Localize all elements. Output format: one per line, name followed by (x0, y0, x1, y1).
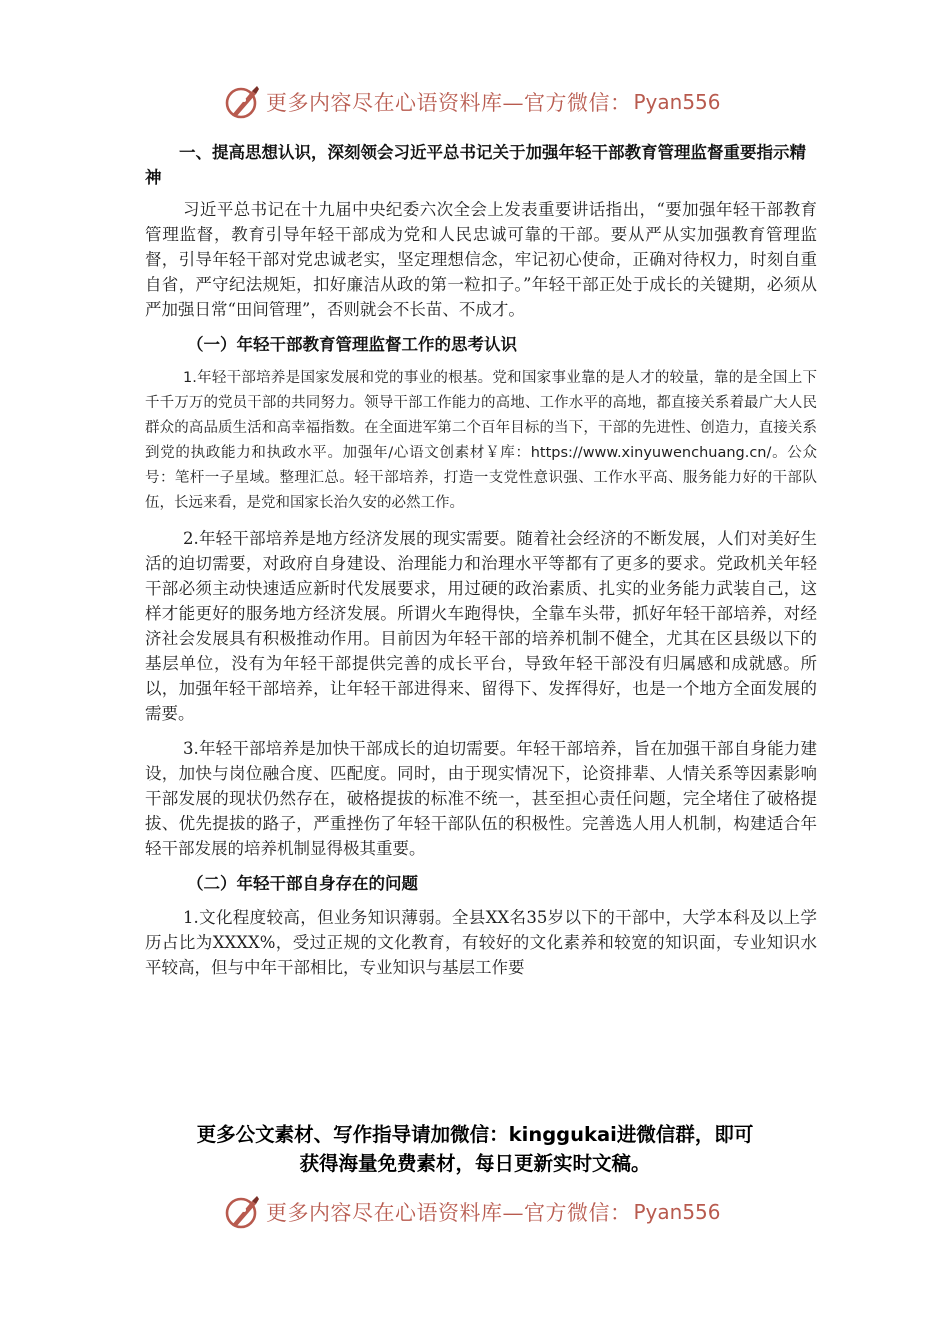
banner-text: 更多内容尽在心语资料库—官方微信： (266, 91, 632, 115)
subsection-heading-2: （二）年轻干部自身存在的问题 (187, 874, 418, 893)
paragraph-3: 3.年轻干部培养是加快干部成长的迫切需要。年轻干部培养，旨在加强干部自身能力建设，加快与岗位融合度、匹配度。同时，由于现实情况下，论资排辈、人情关系等因素影响干部发展的现状仍然存在，破格提拔的标准不统一，甚至担心责任问题，完全堵住了破格提拔、优先提拔的路子，严重挫伤了年轻干部队伍的积极性。完善选人用人机制，构建适合年轻干部发展的培养机制显得极其重要。 (145, 739, 817, 858)
banner-wechat-id: Pyan556 (633, 1200, 721, 1224)
banner-text: 更多内容尽在心语资料库—官方微信： (266, 1201, 632, 1225)
paragraph-1: 1.年轻干部培养是国家发展和党的事业的根基。党和国家事业靠的是人才的较量，靠的是全国上下千千万万的党员干部的共同努力。领导干部工作能力的高地、工作水平的高地，都直接关系着最广大人民群众的高品质生活和高幸福指数。在全面进军第二个百年目标的当下，干部的先进性、创造力，直接关系到党的执政能力和执政水平。加强年/心语文创素材￥库：https://www.xinyuwenchuang.cn/。公众号：笔杆一子星域。整理汇总。轻干部培养，打造一支党性意识强、工作水平高、服务能力好的干部队伍，长远来看，是党和国家长治久安的必然工作。 (145, 370, 817, 511)
document-body (145, 140, 817, 977)
section-heading: 一、提高思想认识，深刻领会习近平总书记关于加强年轻干部教育管理监督重要指示精神 (145, 143, 806, 187)
promo-line-1: 更多公文素材、写作指导请加微信：kinggukai进微信群，即可 (196, 1123, 754, 1146)
subsection-heading-1: （一）年轻干部教育管理监督工作的思考认识 (187, 335, 517, 354)
footer-banner (222, 1192, 742, 1232)
intro-paragraph: 习近平总书记在十九届中央纪委六次全会上发表重要讲话指出，“要加强年轻干部教育管理监督，教育引导年轻干部成为党和人民忠诚可靠的干部。要从严从实加强教育管理监督，引导年轻干部对党忠诚老实，坚定理想信念，牢记初心使命，正确对待权力，时刻自重自省，严守纪法规矩，扣好廉洁从政的第一粒扣子。”年轻干部正处于成长的关键期，必须从严加强日常“田间管理”，否则就会不长苗、不成才。 (145, 200, 817, 319)
banner-wechat-id: Pyan556 (633, 90, 721, 114)
promo-line-2: 获得海量免费素材，每日更新实时文稿。 (299, 1152, 651, 1175)
paragraph-2: 2.年轻干部培养是地方经济发展的现实需要。随着社会经济的不断发展，人们对美好生活的迫切需要，对政府自身建设、治理能力和治理水平等都有了更多的要求。党政机关年轻干部必须主动快速适应新时代发展要求，用过硬的政治素质、扎实的业务能力武装自己，这样才能更好的服务地方经济发展。所谓火车跑得快，全靠车头带，抓好年轻干部培养，对经济社会发展具有积极推动作用。目前因为年轻干部的培养机制不健全，尤其在区县级以下的基层单位，没有为年轻干部提供完善的成长平台，导致年轻干部没有归属感和成就感。所以，加强年轻干部培养，让年轻干部进得来、留得下、发挥得好，也是一个地方全面发展的需要。 (145, 529, 817, 723)
pen-nib-logo-icon (222, 82, 262, 122)
header-banner (222, 82, 742, 122)
paragraph-4: 1.文化程度较高，但业务知识薄弱。全县XX名35岁以下的干部中，大学本科及以上学历占比为XXXX%，受过正规的文化教育，有较好的文化素养和较宽的知识面，专业知识水平较高，但与中年干部相比，专业知识与基层工作要 (145, 908, 817, 977)
pen-nib-logo-icon (222, 1192, 262, 1232)
promo-notice (100, 1120, 850, 1178)
